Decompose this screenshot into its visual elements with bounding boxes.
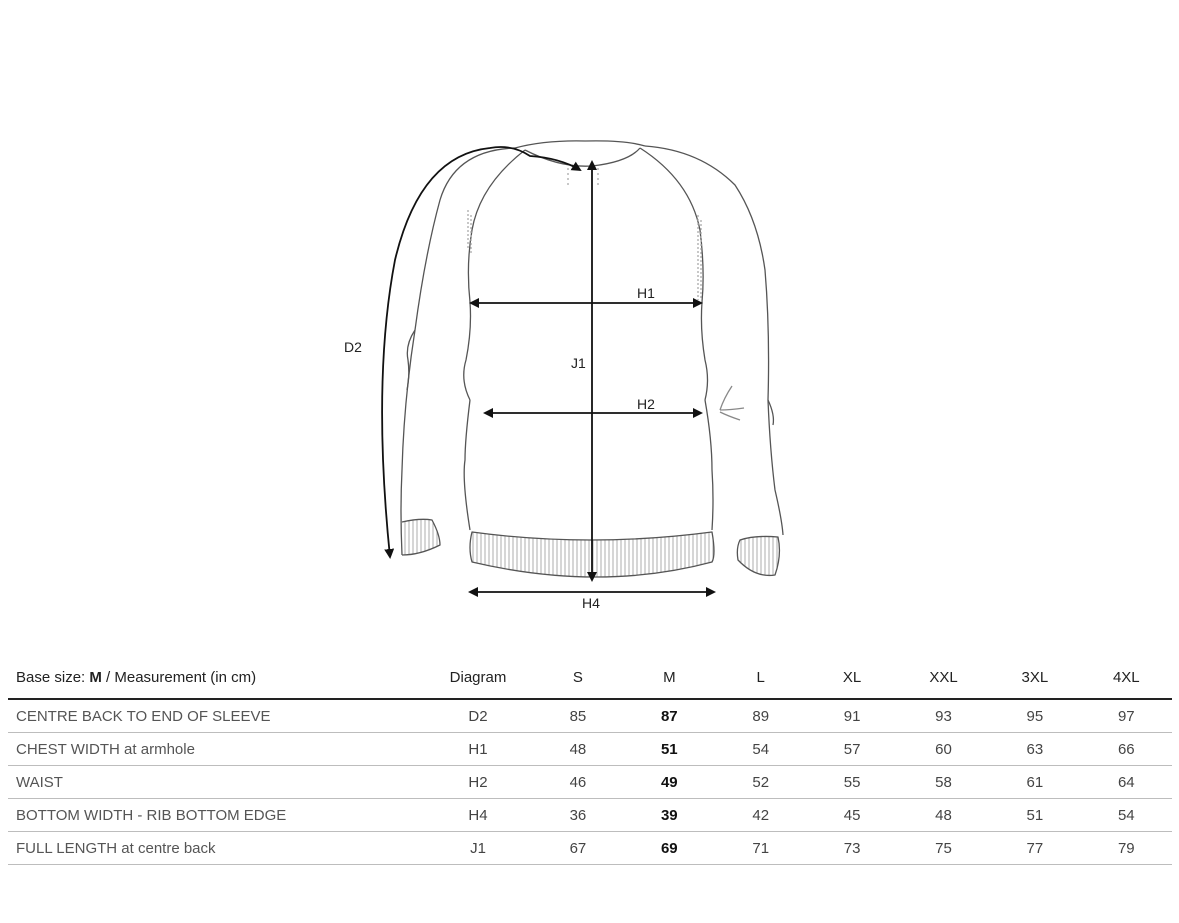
size-header-3xl: 3XL xyxy=(989,656,1080,699)
size-value-4xl: 54 xyxy=(1081,799,1172,832)
size-value-xl: 57 xyxy=(806,733,897,766)
table-row xyxy=(8,799,1172,832)
size-header-xl: XL xyxy=(806,656,897,699)
table-row xyxy=(8,733,1172,766)
size-value-3xl: 63 xyxy=(989,733,1080,766)
size-value-s: 48 xyxy=(532,733,623,766)
size-value-xxl: 93 xyxy=(898,699,989,733)
base-size-suffix: / Measurement (in cm) xyxy=(101,668,257,686)
size-value-l: 52 xyxy=(715,766,806,799)
size-value-4xl: 79 xyxy=(1081,832,1172,865)
size-value-xxl: 58 xyxy=(898,766,989,799)
j1-label: J1 xyxy=(571,355,586,371)
size-value-4xl: 97 xyxy=(1081,699,1172,733)
diagram-code: H4 xyxy=(424,799,532,832)
diagram-code: H2 xyxy=(424,766,532,799)
size-value-s: 85 xyxy=(532,699,623,733)
size-value-m: 51 xyxy=(624,733,715,766)
table-row xyxy=(8,766,1172,799)
base-size-header xyxy=(8,656,424,699)
table-header-row xyxy=(8,656,1172,699)
size-value-l: 42 xyxy=(715,799,806,832)
size-header-l: L xyxy=(715,656,806,699)
size-value-4xl: 64 xyxy=(1081,766,1172,799)
diagram-column-header: Diagram xyxy=(424,656,532,699)
size-chart-table xyxy=(8,656,1172,865)
table-row xyxy=(8,832,1172,865)
size-value-3xl: 51 xyxy=(989,799,1080,832)
size-value-3xl: 61 xyxy=(989,766,1080,799)
base-size-value: M xyxy=(89,668,102,686)
h2-label: H2 xyxy=(637,396,655,412)
size-value-m: 39 xyxy=(624,799,715,832)
size-value-s: 67 xyxy=(532,832,623,865)
size-value-xxl: 60 xyxy=(898,733,989,766)
measurement-label: FULL LENGTH at centre back xyxy=(8,832,424,865)
measurement-label: WAIST xyxy=(8,766,424,799)
d2-label: D2 xyxy=(344,339,362,355)
size-value-s: 46 xyxy=(532,766,623,799)
h4-label: H4 xyxy=(582,595,600,611)
size-value-xxl: 48 xyxy=(898,799,989,832)
size-header-m: M xyxy=(624,656,715,699)
diagram-code: J1 xyxy=(424,832,532,865)
size-value-s: 36 xyxy=(532,799,623,832)
size-header-xxl: XXL xyxy=(898,656,989,699)
h1-label: H1 xyxy=(637,285,655,301)
size-value-3xl: 77 xyxy=(989,832,1080,865)
size-value-xl: 55 xyxy=(806,766,897,799)
table-row xyxy=(8,699,1172,733)
size-value-l: 54 xyxy=(715,733,806,766)
size-value-xl: 45 xyxy=(806,799,897,832)
size-value-xl: 73 xyxy=(806,832,897,865)
measurement-label: CENTRE BACK TO END OF SLEEVE xyxy=(8,699,424,733)
size-value-l: 71 xyxy=(715,832,806,865)
measurement-label: BOTTOM WIDTH - RIB BOTTOM EDGE xyxy=(8,799,424,832)
size-value-m: 87 xyxy=(624,699,715,733)
size-header-4xl: 4XL xyxy=(1081,656,1172,699)
size-header-s: S xyxy=(532,656,623,699)
diagram-code: H1 xyxy=(424,733,532,766)
measurement-label: CHEST WIDTH at armhole xyxy=(8,733,424,766)
size-value-m: 49 xyxy=(624,766,715,799)
size-value-3xl: 95 xyxy=(989,699,1080,733)
size-value-m: 69 xyxy=(624,832,715,865)
base-size-prefix: Base size: xyxy=(16,668,90,686)
diagram-code: D2 xyxy=(424,699,532,733)
size-value-l: 89 xyxy=(715,699,806,733)
size-value-4xl: 66 xyxy=(1081,733,1172,766)
size-value-xxl: 75 xyxy=(898,832,989,865)
size-value-xl: 91 xyxy=(806,699,897,733)
